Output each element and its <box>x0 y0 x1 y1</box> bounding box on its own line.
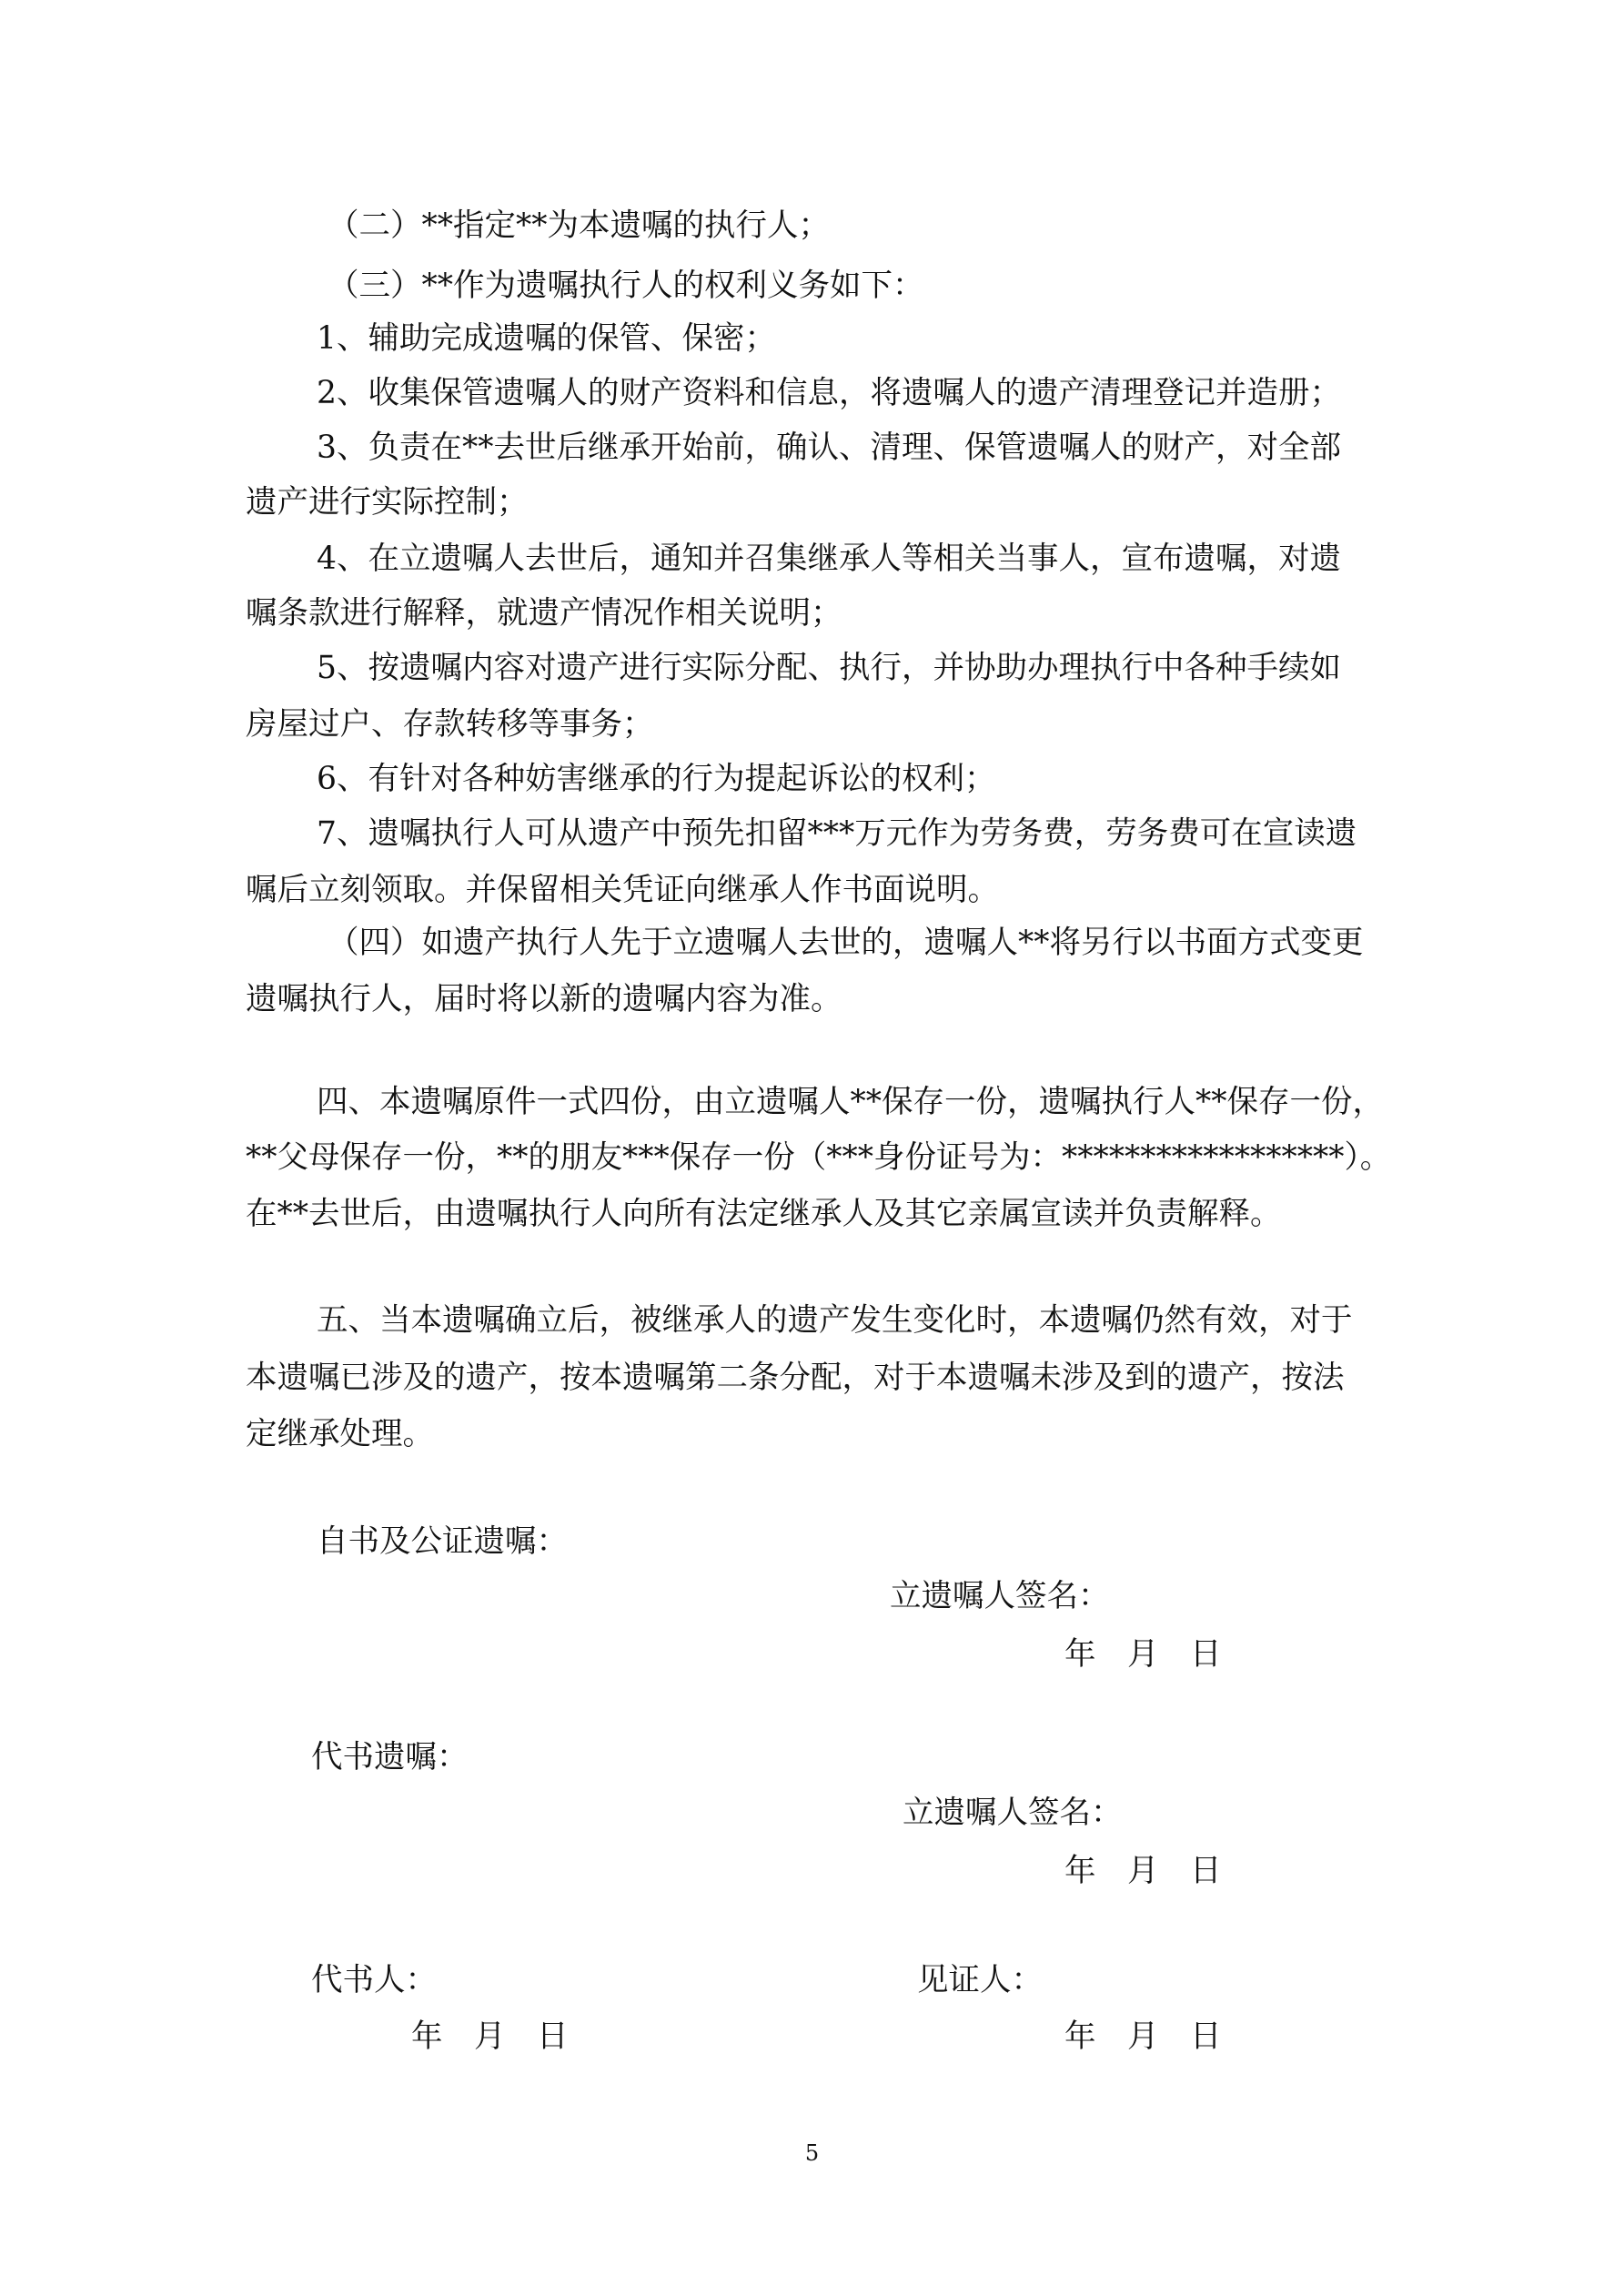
duty-4-line-2: 嘱条款进行解释，就遗产情况作相关说明； <box>246 595 842 632</box>
clause-3-item-4-line-2: 遗嘱执行人，届时将以新的遗嘱内容为准。 <box>246 981 842 1017</box>
scribe-date: 年 月 日 <box>411 2018 569 2055</box>
self-written-will-title: 自书及公证遗嘱： <box>317 1523 568 1560</box>
proxy-testator-signature-label: 立遗嘱人签名： <box>903 1795 1123 1831</box>
clause-4-line-2: **父母保存一份，**的朋友***保存一份（***身份证号为：******************）。 <box>246 1139 1392 1176</box>
duty-3-line-2: 遗产进行实际控制； <box>246 484 529 521</box>
witness-date: 年 月 日 <box>1064 2018 1222 2055</box>
proxy-signature-date: 年 月 日 <box>1064 1853 1222 1889</box>
clause-3-item-2: （二）**指定**为本遗嘱的执行人； <box>328 207 830 244</box>
clause-3-item-3: （三）**作为遗嘱执行人的权利义务如下： <box>328 268 924 304</box>
clause-5-line-1: 五、当本遗嘱确立后，被继承人的遗产发生变化时，本遗嘱仍然有效，对于 <box>317 1302 1353 1339</box>
clause-5-line-3: 定继承处理。 <box>246 1416 434 1452</box>
duty-7-line-2: 嘱后立刻领取。并保留相关凭证向继承人作书面说明。 <box>246 872 999 908</box>
duty-5-line-1: 5、按遗嘱内容对遗产进行实际分配、执行，并协助办理执行中各种手续如 <box>317 650 1341 686</box>
duty-7-line-1: 7、遗嘱执行人可从遗产中预先扣留***万元作为劳务费，劳务费可在宣读遗 <box>317 815 1357 852</box>
clause-4-line-1: 四、本遗嘱原件一式四份，由立遗嘱人**保存一份，遗嘱执行人**保存一份， <box>317 1084 1384 1120</box>
duty-3-line-1: 3、负责在**去世后继承开始前，确认、清理、保管遗嘱人的财产，对全部 <box>317 430 1341 466</box>
duty-6: 6、有针对各种妨害继承的行为提起诉讼的权利； <box>317 761 996 797</box>
witness-label: 见证人： <box>917 1962 1043 1998</box>
duty-1: 1、辅助完成遗嘱的保管、保密； <box>317 320 776 357</box>
page-number: 5 <box>804 2140 820 2166</box>
clause-5-line-2: 本遗嘱已涉及的遗产，按本遗嘱第二条分配，对于本遗嘱未涉及到的遗产，按法 <box>246 1360 1345 1396</box>
duty-4-line-1: 4、在立遗嘱人去世后，通知并召集继承人等相关当事人，宣布遗嘱，对遗 <box>317 541 1341 577</box>
scribe-label: 代书人： <box>311 1962 437 1998</box>
self-testator-signature-label: 立遗嘱人签名： <box>890 1578 1110 1614</box>
proxy-will-title: 代书遗嘱： <box>311 1739 469 1775</box>
duty-2: 2、收集保管遗嘱人的财产资料和信息，将遗嘱人的遗产清理登记并造册； <box>317 375 1341 411</box>
clause-4-line-3: 在**去世后，由遗嘱执行人向所有法定继承人及其它亲属宣读并负责解释。 <box>246 1196 1282 1232</box>
duty-5-line-2: 房屋过户、存款转移等事务； <box>246 706 654 743</box>
clause-3-item-4-line-1: （四）如遗产执行人先于立遗嘱人去世的，遗嘱人**将另行以书面方式变更 <box>328 925 1364 961</box>
self-signature-date: 年 月 日 <box>1064 1636 1222 1673</box>
